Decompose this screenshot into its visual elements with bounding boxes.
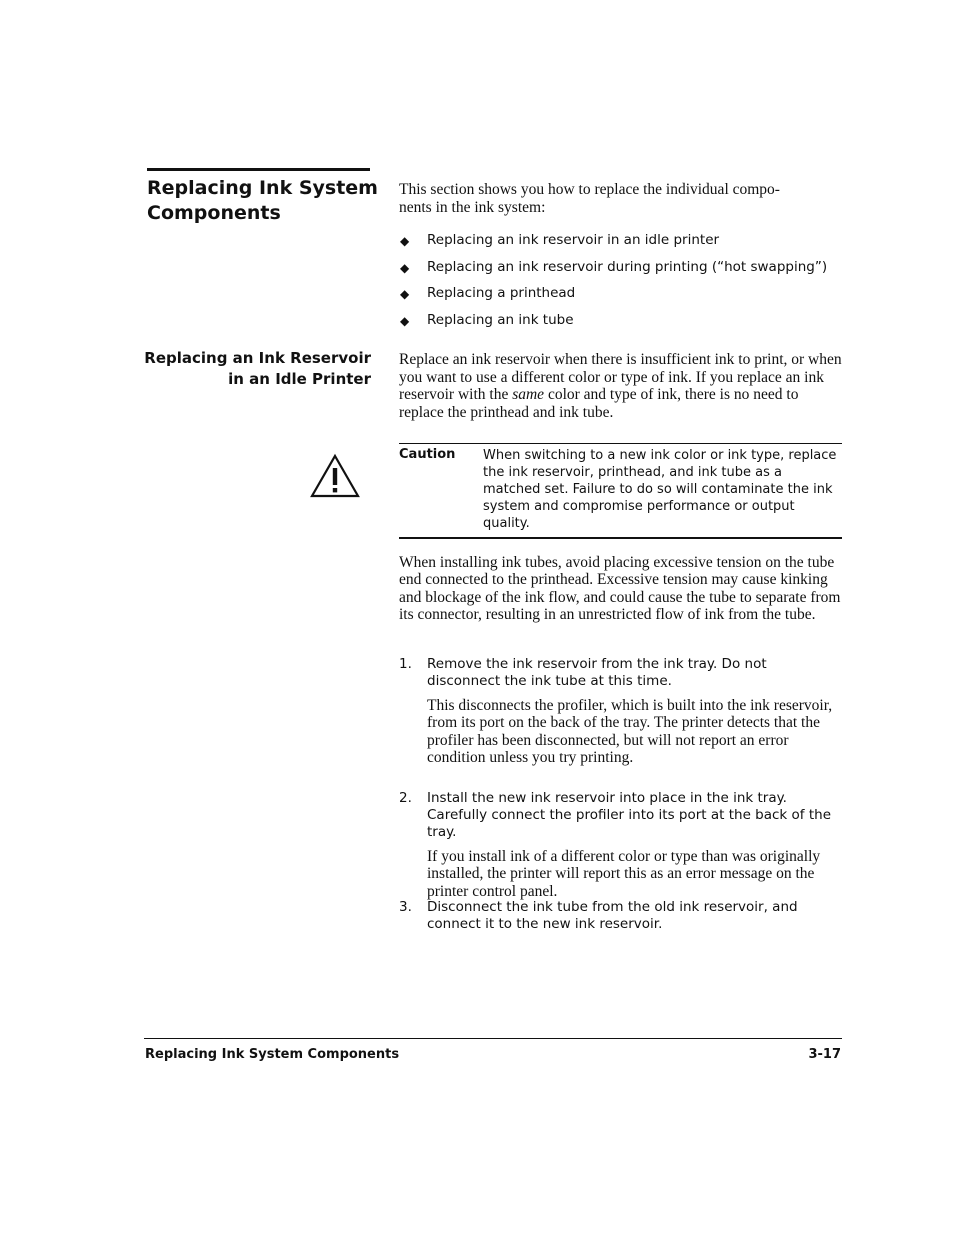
reservoir-intro-paragraph — [399, 351, 844, 421]
list-item-text: Replacing an ink tube — [427, 311, 574, 328]
list-item-text: Replacing an ink reservoir in an idle printer — [427, 232, 720, 248]
diamond-bullet-icon: ◆ — [400, 313, 410, 328]
section-heading: Replacing Ink System Components — [147, 177, 378, 224]
paragraph-text-start: Replace an ink reservoir when there is insufficient ink to print, or when you want to use a different color or type of ink. If you replace an ink reservoir with the — [399, 351, 842, 403]
warning-triangle-icon — [309, 453, 361, 499]
subsection-heading-line-2: in an Idle Printer — [228, 370, 371, 388]
list-item-text: Replacing an ink reservoir during printing (“hot swapping”) — [427, 258, 828, 275]
section-top-rule — [147, 168, 370, 171]
ink-tube-tension-paragraph: When installing ink tubes, avoid placing excessive tension on the tube end connected to the printhead. Excessive tension may cause kinking and blockage of the ink flow, and could cause the tube to separate from its connector, resulting in an unrestricted flow of ink from the tube. — [399, 554, 841, 623]
footer-rule — [144, 1038, 842, 1039]
step-text: Remove the ink reservoir from the ink tray. Do not disconnect the ink tube at this time. — [427, 656, 767, 689]
subsection-heading-line-1: Replacing an Ink Reservoir — [144, 349, 371, 367]
list-item — [399, 259, 849, 286]
caution-label: Caution — [399, 447, 456, 462]
list-item — [399, 285, 849, 312]
step-item — [399, 899, 844, 933]
caution-box — [399, 443, 842, 539]
intro-line-2: nents in the ink system: — [399, 198, 546, 216]
footer-section-title: Replacing Ink System Components — [145, 1047, 400, 1062]
list-item — [399, 312, 849, 339]
page-number: 3-17 — [808, 1047, 841, 1062]
diamond-bullet-icon: ◆ — [400, 287, 410, 302]
diamond-bullet-icon: ◆ — [400, 260, 410, 275]
intro-line-1: This section shows you how to replace the individual compo- — [399, 181, 780, 198]
section-intro — [399, 181, 844, 216]
step-number: 2. — [399, 790, 412, 806]
step-number: 1. — [399, 656, 412, 672]
step-item — [399, 656, 844, 790]
caution-text: When switching to a new ink color or ink type, replace the ink reservoir, printhead, and ink tube as a matched set. Failure to do so will contaminate the ink system and compromise performance or output quality. — [483, 448, 837, 531]
step-item — [399, 790, 844, 899]
procedure-steps — [399, 656, 844, 933]
list-item — [399, 232, 849, 259]
subsection-heading — [140, 348, 371, 390]
step-text: Disconnect the ink tube from the old ink reservoir, and connect it to the new ink reservoir. — [427, 899, 798, 932]
component-list — [399, 232, 849, 338]
step-note: If you install ink of a different color or type than was originally installed, the printer will report this as an error message on the printer control panel. — [427, 848, 821, 900]
list-item-text: Replacing a printhead — [427, 285, 576, 302]
emphasis-same: same — [512, 386, 545, 403]
step-text: Install the new ink reservoir into place in the ink tray. Carefully connect the profiler into its port at the back of the tray. — [427, 790, 832, 840]
step-note: This disconnects the profiler, which is built into the ink reservoir, from its port on the back of the tray. The printer detects that the profiler has been disconnected, but will not report an error condition unless you try printing. — [427, 697, 833, 766]
step-number: 3. — [399, 899, 412, 915]
paragraph-text-end: color and type of ink, there is no need to replace the printhead and ink tube. — [399, 386, 799, 421]
diamond-bullet-icon: ◆ — [400, 234, 410, 248]
